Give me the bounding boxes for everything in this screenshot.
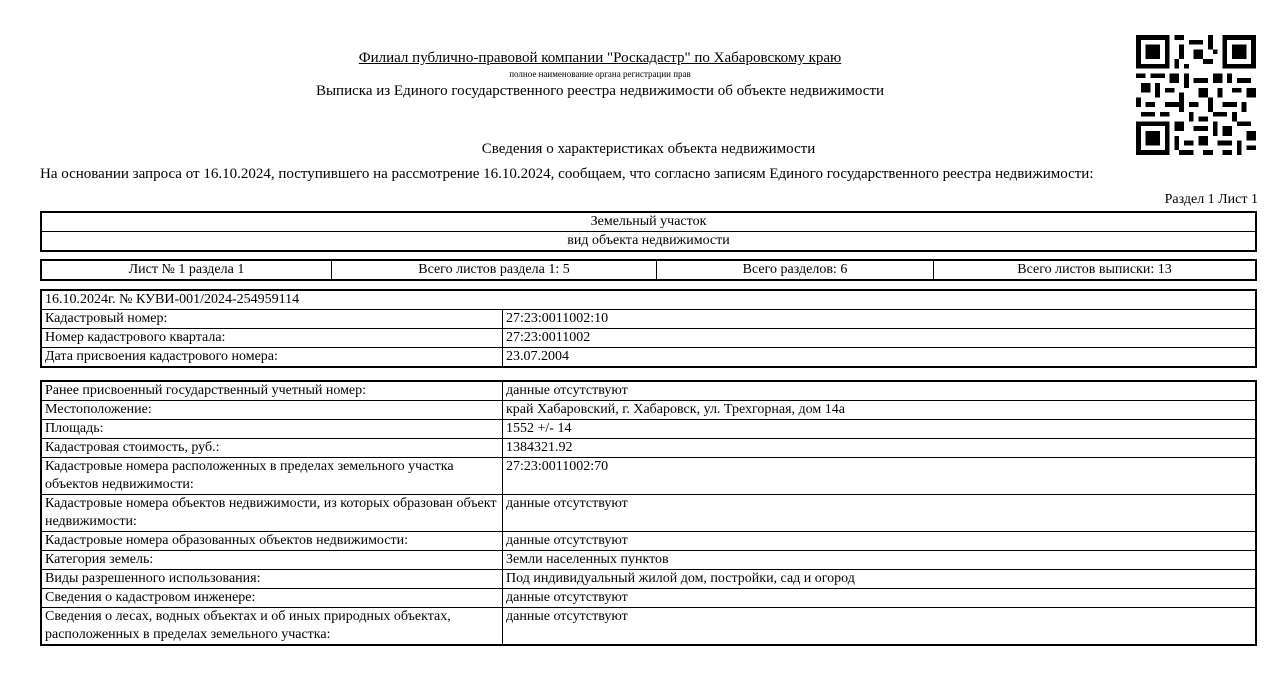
row-label: Сведения о лесах, водных объектах и об иных природных объектах, расположенных в пределах земельного участка: [41, 608, 503, 646]
table-row [41, 458, 1256, 495]
table-row [41, 310, 1256, 329]
table-row [41, 348, 1256, 368]
row-value: данные отсутствуют [503, 381, 1257, 401]
row-value: 27:23:0011002 [503, 329, 1257, 348]
table-row [41, 329, 1256, 348]
row-value: край Хабаровский, г. Хабаровск, ул. Трехгорная, дом 14а [503, 401, 1257, 420]
total-sheets-section: Всего листов раздела 1: 5 [332, 260, 657, 280]
row-value: 1384321.92 [503, 439, 1257, 458]
row-value: данные отсутствуют [503, 589, 1257, 608]
record-id-line: 16.10.2024г. № КУВИ-001/2024-254959114 [41, 290, 1256, 310]
table-row [41, 570, 1256, 589]
row-label: Кадастровые номера объектов недвижимости, из которых образован объект недвижимости: [41, 495, 503, 532]
total-sheets: Всего листов выписки: 13 [934, 260, 1257, 280]
table-row [41, 495, 1256, 532]
row-label: Виды разрешенного использования: [41, 570, 503, 589]
row-label: Кадастровая стоимость, руб.: [41, 439, 503, 458]
table-row [41, 608, 1256, 646]
section-title: Сведения о характеристиках объекта недвижимости [481, 141, 816, 157]
row-value: Земли населенных пунктов [503, 551, 1257, 570]
qr-code-icon [1136, 35, 1256, 155]
row-label: Ранее присвоенный государственный учетный номер: [41, 381, 503, 401]
record-table-details [40, 380, 1257, 646]
row-value: данные отсутствуют [503, 608, 1257, 646]
table-row [41, 420, 1256, 439]
row-value: Под индивидуальный жилой дом, постройки, сад и огород [503, 570, 1257, 589]
org-name-caption: полное наименование органа регистрации прав [509, 69, 691, 79]
object-type-caption: вид объекта недвижимости [41, 232, 1256, 252]
document-title: Выписка из Единого государственного реестра недвижимости об объекте недвижимости [315, 83, 885, 99]
table-row [41, 381, 1256, 401]
row-value: данные отсутствуют [503, 532, 1257, 551]
table-row [41, 532, 1256, 551]
section-sheet-label: Раздел 1 Лист 1 [1164, 192, 1258, 207]
row-value: 27:23:0011002:70 [503, 458, 1257, 495]
table-row [41, 439, 1256, 458]
row-label: Местоположение: [41, 401, 503, 420]
table-row [41, 589, 1256, 608]
row-value: 27:23:0011002:10 [503, 310, 1257, 329]
row-label: Сведения о кадастровом инженере: [41, 589, 503, 608]
row-label: Площадь: [41, 420, 503, 439]
table-row [41, 551, 1256, 570]
sheet-info-table [40, 259, 1257, 281]
row-value: 1552 +/- 14 [503, 420, 1257, 439]
org-name: Филиал публично-правовой компании "Роскадастр" по Хабаровскому краю [358, 50, 842, 66]
total-sections: Всего разделов: 6 [657, 260, 934, 280]
record-table-main [40, 289, 1257, 368]
request-basis-text: На основании запроса от 16.10.2024, поступившего на рассмотрение 16.10.2024, сообщаем, что согласно записям Единого государственного реестра недвижимости: [40, 166, 1094, 182]
object-type-table [40, 211, 1257, 252]
table-row [41, 401, 1256, 420]
sheet-number: Лист № 1 раздела 1 [41, 260, 332, 280]
row-label: Кадастровый номер: [41, 310, 503, 329]
row-label: Дата присвоения кадастрового номера: [41, 348, 503, 368]
row-label: Кадастровые номера образованных объектов недвижимости: [41, 532, 503, 551]
row-label: Категория земель: [41, 551, 503, 570]
row-label: Номер кадастрового квартала: [41, 329, 503, 348]
row-label: Кадастровые номера расположенных в пределах земельного участка объектов недвижимости: [41, 458, 503, 495]
row-value: 23.07.2004 [503, 348, 1257, 368]
row-value: данные отсутствуют [503, 495, 1257, 532]
object-type: Земельный участок [41, 212, 1256, 232]
